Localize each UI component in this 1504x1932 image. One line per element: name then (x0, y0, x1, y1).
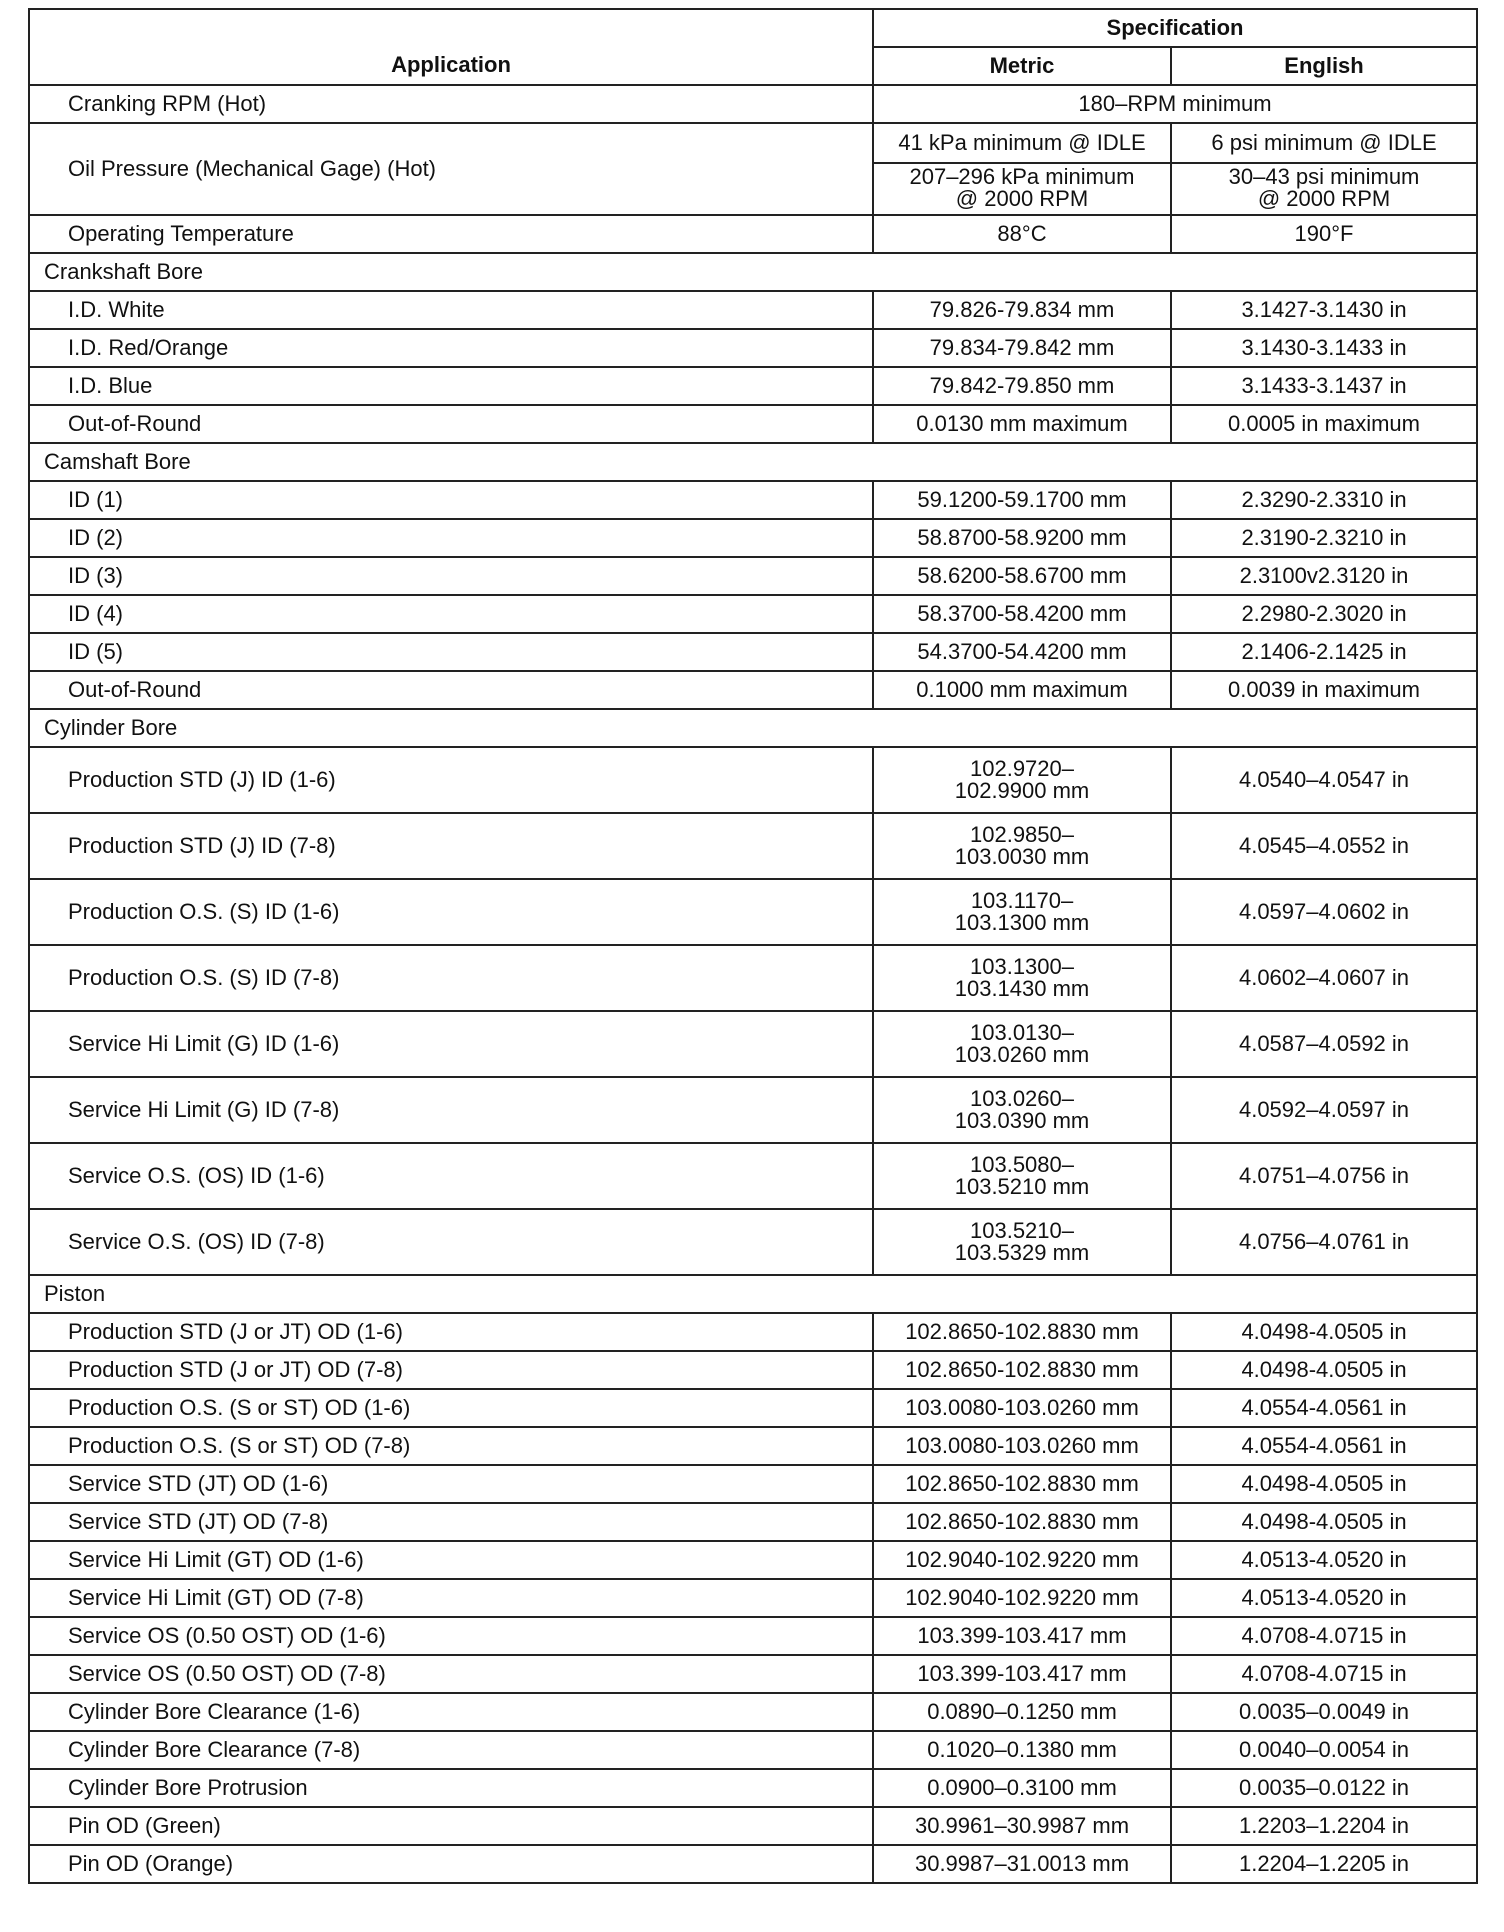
row-english: 0.0035–0.0049 in (1171, 1693, 1477, 1731)
operating-temp-english: 190°F (1171, 215, 1477, 253)
row-application: Service OS (0.50 OST) OD (7-8) (29, 1655, 873, 1693)
row-english: 4.0592–4.0597 in (1171, 1077, 1477, 1143)
row-metric: 58.8700-58.9200 mm (873, 519, 1171, 557)
table-row (29, 1313, 1477, 1351)
row-english: 4.0602–4.0607 in (1171, 945, 1477, 1011)
row-metric: 103.399-103.417 mm (873, 1655, 1171, 1693)
row-metric-line2: 103.0390 mm (954, 1108, 1090, 1133)
row-english: 2.1406-2.1425 in (1171, 633, 1477, 671)
oil-pressure-english-2000 (1171, 163, 1477, 215)
table-row (29, 1465, 1477, 1503)
section-row (29, 253, 1477, 291)
specification-table (28, 8, 1478, 1884)
table-row (29, 1769, 1477, 1807)
row-application: Service Hi Limit (GT) OD (7-8) (29, 1579, 873, 1617)
table-row (29, 1579, 1477, 1617)
row-english: 0.0005 in maximum (1171, 405, 1477, 443)
row-metric: 103.0080-103.0260 mm (873, 1389, 1171, 1427)
oil-pressure-metric-idle: 41 kPa minimum @ IDLE (873, 123, 1171, 163)
row-english: 3.1427-3.1430 in (1171, 291, 1477, 329)
oil-pressure-metric-2000-line1: 207–296 kPa minimum (909, 164, 1135, 189)
row-application: Service Hi Limit (G) ID (7-8) (29, 1077, 873, 1143)
section-title: Camshaft Bore (29, 443, 1477, 481)
row-application: Production STD (J or JT) OD (1-6) (29, 1313, 873, 1351)
row-metric-line2: 103.0030 mm (954, 844, 1090, 869)
application-header: Application (29, 9, 873, 85)
table-row (29, 1503, 1477, 1541)
row-english: 4.0513-4.0520 in (1171, 1579, 1477, 1617)
row-metric (873, 1143, 1171, 1209)
row-metric: 30.9961–30.9987 mm (873, 1807, 1171, 1845)
row-metric: 59.1200-59.1700 mm (873, 481, 1171, 519)
operating-temp-metric: 88°C (873, 215, 1171, 253)
row-application: ID (5) (29, 633, 873, 671)
row-application: Production O.S. (S) ID (7-8) (29, 945, 873, 1011)
row-application: ID (4) (29, 595, 873, 633)
section-title: Crankshaft Bore (29, 253, 1477, 291)
operating-temp-application: Operating Temperature (29, 215, 873, 253)
row-metric: 30.9987–31.0013 mm (873, 1845, 1171, 1883)
table-row (29, 879, 1477, 945)
row-metric: 102.8650-102.8830 mm (873, 1465, 1171, 1503)
table-row (29, 1077, 1477, 1143)
row-metric: 103.0080-103.0260 mm (873, 1427, 1171, 1465)
row-english: 2.3190-2.3210 in (1171, 519, 1477, 557)
row-metric: 0.0900–0.3100 mm (873, 1769, 1171, 1807)
table-row (29, 1655, 1477, 1693)
row-english: 2.3290-2.3310 in (1171, 481, 1477, 519)
header-row-1 (29, 9, 1477, 47)
row-metric (873, 879, 1171, 945)
row-english: 4.0751–4.0756 in (1171, 1143, 1477, 1209)
table-row (29, 1011, 1477, 1077)
table-row (29, 747, 1477, 813)
row-metric-line1: 102.9850– (970, 822, 1074, 847)
row-metric-line1: 103.5080– (970, 1152, 1074, 1177)
table-row (29, 1541, 1477, 1579)
row-metric: 102.9040-102.9220 mm (873, 1541, 1171, 1579)
section-title: Cylinder Bore (29, 709, 1477, 747)
row-application: Service STD (JT) OD (1-6) (29, 1465, 873, 1503)
table-row (29, 1427, 1477, 1465)
table-row (29, 215, 1477, 253)
row-application: Service OS (0.50 OST) OD (1-6) (29, 1617, 873, 1655)
table-row (29, 1209, 1477, 1275)
row-application: Pin OD (Green) (29, 1807, 873, 1845)
row-metric: 54.3700-54.4200 mm (873, 633, 1171, 671)
row-english: 1.2204–1.2205 in (1171, 1845, 1477, 1883)
row-metric (873, 747, 1171, 813)
row-english: 3.1430-3.1433 in (1171, 329, 1477, 367)
row-application: Production STD (J) ID (7-8) (29, 813, 873, 879)
row-english: 4.0498-4.0505 in (1171, 1465, 1477, 1503)
row-metric: 102.8650-102.8830 mm (873, 1351, 1171, 1389)
table-row (29, 1693, 1477, 1731)
english-header: English (1171, 47, 1477, 85)
table-row (29, 1389, 1477, 1427)
row-english: 4.0498-4.0505 in (1171, 1503, 1477, 1541)
row-metric (873, 1209, 1171, 1275)
oil-pressure-english-2000-line2: @ 2000 RPM (1257, 186, 1391, 211)
oil-pressure-english-2000-line1: 30–43 psi minimum (1228, 164, 1420, 189)
row-application: ID (2) (29, 519, 873, 557)
row-metric-line2: 103.1300 mm (954, 910, 1090, 935)
row-metric (873, 945, 1171, 1011)
row-application: Service Hi Limit (G) ID (1-6) (29, 1011, 873, 1077)
row-metric: 79.834-79.842 mm (873, 329, 1171, 367)
row-metric: 0.0890–0.1250 mm (873, 1693, 1171, 1731)
row-metric (873, 1077, 1171, 1143)
row-english: 4.0554-4.0561 in (1171, 1427, 1477, 1465)
row-metric: 58.6200-58.6700 mm (873, 557, 1171, 595)
table-row (29, 945, 1477, 1011)
row-metric-line2: 103.1430 mm (954, 976, 1090, 1001)
table-row (29, 123, 1477, 163)
section-title: Piston (29, 1275, 1477, 1313)
table-row (29, 519, 1477, 557)
table-row (29, 813, 1477, 879)
row-metric-line1: 103.1300– (970, 954, 1074, 979)
cranking-value: 180–RPM minimum (873, 85, 1477, 123)
oil-pressure-metric-2000-line2: @ 2000 RPM (955, 186, 1089, 211)
table-row (29, 329, 1477, 367)
cranking-application: Cranking RPM (Hot) (29, 85, 873, 123)
section-row (29, 1275, 1477, 1313)
row-application: Cylinder Bore Clearance (1-6) (29, 1693, 873, 1731)
row-application: Production STD (J or JT) OD (7-8) (29, 1351, 873, 1389)
row-metric-line1: 103.1170– (970, 888, 1074, 913)
row-english: 1.2203–1.2204 in (1171, 1807, 1477, 1845)
row-application: I.D. White (29, 291, 873, 329)
row-english: 3.1433-3.1437 in (1171, 367, 1477, 405)
row-english: 4.0545–4.0552 in (1171, 813, 1477, 879)
row-application: Service STD (JT) OD (7-8) (29, 1503, 873, 1541)
table-row (29, 367, 1477, 405)
row-application: I.D. Blue (29, 367, 873, 405)
row-metric-line1: 102.9720– (970, 756, 1074, 781)
row-application: Production O.S. (S or ST) OD (7-8) (29, 1427, 873, 1465)
row-application: Out-of-Round (29, 405, 873, 443)
row-application: Service O.S. (OS) ID (1-6) (29, 1143, 873, 1209)
row-metric-line2: 103.5210 mm (954, 1174, 1090, 1199)
row-application: Production O.S. (S) ID (1-6) (29, 879, 873, 945)
table-row (29, 557, 1477, 595)
table-row (29, 1731, 1477, 1769)
row-metric: 0.1020–0.1380 mm (873, 1731, 1171, 1769)
table-row (29, 405, 1477, 443)
specification-header: Specification (873, 9, 1477, 47)
row-application: Pin OD (Orange) (29, 1845, 873, 1883)
row-english: 4.0708-4.0715 in (1171, 1655, 1477, 1693)
table-row (29, 1143, 1477, 1209)
oil-pressure-metric-2000 (873, 163, 1171, 215)
row-metric: 79.826-79.834 mm (873, 291, 1171, 329)
row-metric: 58.3700-58.4200 mm (873, 595, 1171, 633)
table-row (29, 595, 1477, 633)
row-english: 0.0035–0.0122 in (1171, 1769, 1477, 1807)
row-metric-line1: 103.0260– (970, 1086, 1074, 1111)
row-application: ID (1) (29, 481, 873, 519)
row-metric (873, 813, 1171, 879)
row-metric-line1: 103.0130– (970, 1020, 1074, 1045)
oil-pressure-english-idle: 6 psi minimum @ IDLE (1171, 123, 1477, 163)
metric-header: Metric (873, 47, 1171, 85)
row-english: 2.3100v2.3120 in (1171, 557, 1477, 595)
row-english: 4.0540–4.0547 in (1171, 747, 1477, 813)
row-english: 4.0554-4.0561 in (1171, 1389, 1477, 1427)
table-row (29, 1807, 1477, 1845)
table-row (29, 85, 1477, 123)
row-metric-line2: 103.0260 mm (954, 1042, 1090, 1067)
row-english: 4.0498-4.0505 in (1171, 1351, 1477, 1389)
row-application: I.D. Red/Orange (29, 329, 873, 367)
row-application: Production O.S. (S or ST) OD (1-6) (29, 1389, 873, 1427)
row-metric-line1: 103.5210– (970, 1218, 1074, 1243)
row-application: Out-of-Round (29, 671, 873, 709)
row-application: Production STD (J) ID (1-6) (29, 747, 873, 813)
table-row (29, 1351, 1477, 1389)
row-metric-line2: 103.5329 mm (954, 1240, 1090, 1265)
table-row (29, 671, 1477, 709)
section-row (29, 443, 1477, 481)
table-row (29, 1845, 1477, 1883)
table-row (29, 291, 1477, 329)
row-application: Service Hi Limit (GT) OD (1-6) (29, 1541, 873, 1579)
row-english: 4.0513-4.0520 in (1171, 1541, 1477, 1579)
table-row (29, 633, 1477, 671)
row-english: 4.0587–4.0592 in (1171, 1011, 1477, 1077)
row-english: 4.0756–4.0761 in (1171, 1209, 1477, 1275)
row-english: 4.0708-4.0715 in (1171, 1617, 1477, 1655)
table-row (29, 481, 1477, 519)
row-metric: 103.399-103.417 mm (873, 1617, 1171, 1655)
row-metric-line2: 102.9900 mm (954, 778, 1090, 803)
row-application: ID (3) (29, 557, 873, 595)
row-application: Service O.S. (OS) ID (7-8) (29, 1209, 873, 1275)
row-application: Cylinder Bore Protrusion (29, 1769, 873, 1807)
row-english: 2.2980-2.3020 in (1171, 595, 1477, 633)
row-metric: 102.9040-102.9220 mm (873, 1579, 1171, 1617)
row-english: 4.0498-4.0505 in (1171, 1313, 1477, 1351)
row-metric: 0.0130 mm maximum (873, 405, 1171, 443)
row-metric: 102.8650-102.8830 mm (873, 1313, 1171, 1351)
row-application: Cylinder Bore Clearance (7-8) (29, 1731, 873, 1769)
row-english: 4.0597–4.0602 in (1171, 879, 1477, 945)
row-metric: 0.1000 mm maximum (873, 671, 1171, 709)
oil-pressure-application: Oil Pressure (Mechanical Gage) (Hot) (29, 123, 873, 215)
row-metric: 102.8650-102.8830 mm (873, 1503, 1171, 1541)
table-row (29, 1617, 1477, 1655)
section-row (29, 709, 1477, 747)
row-english: 0.0040–0.0054 in (1171, 1731, 1477, 1769)
row-metric: 79.842-79.850 mm (873, 367, 1171, 405)
row-metric (873, 1011, 1171, 1077)
row-english: 0.0039 in maximum (1171, 671, 1477, 709)
